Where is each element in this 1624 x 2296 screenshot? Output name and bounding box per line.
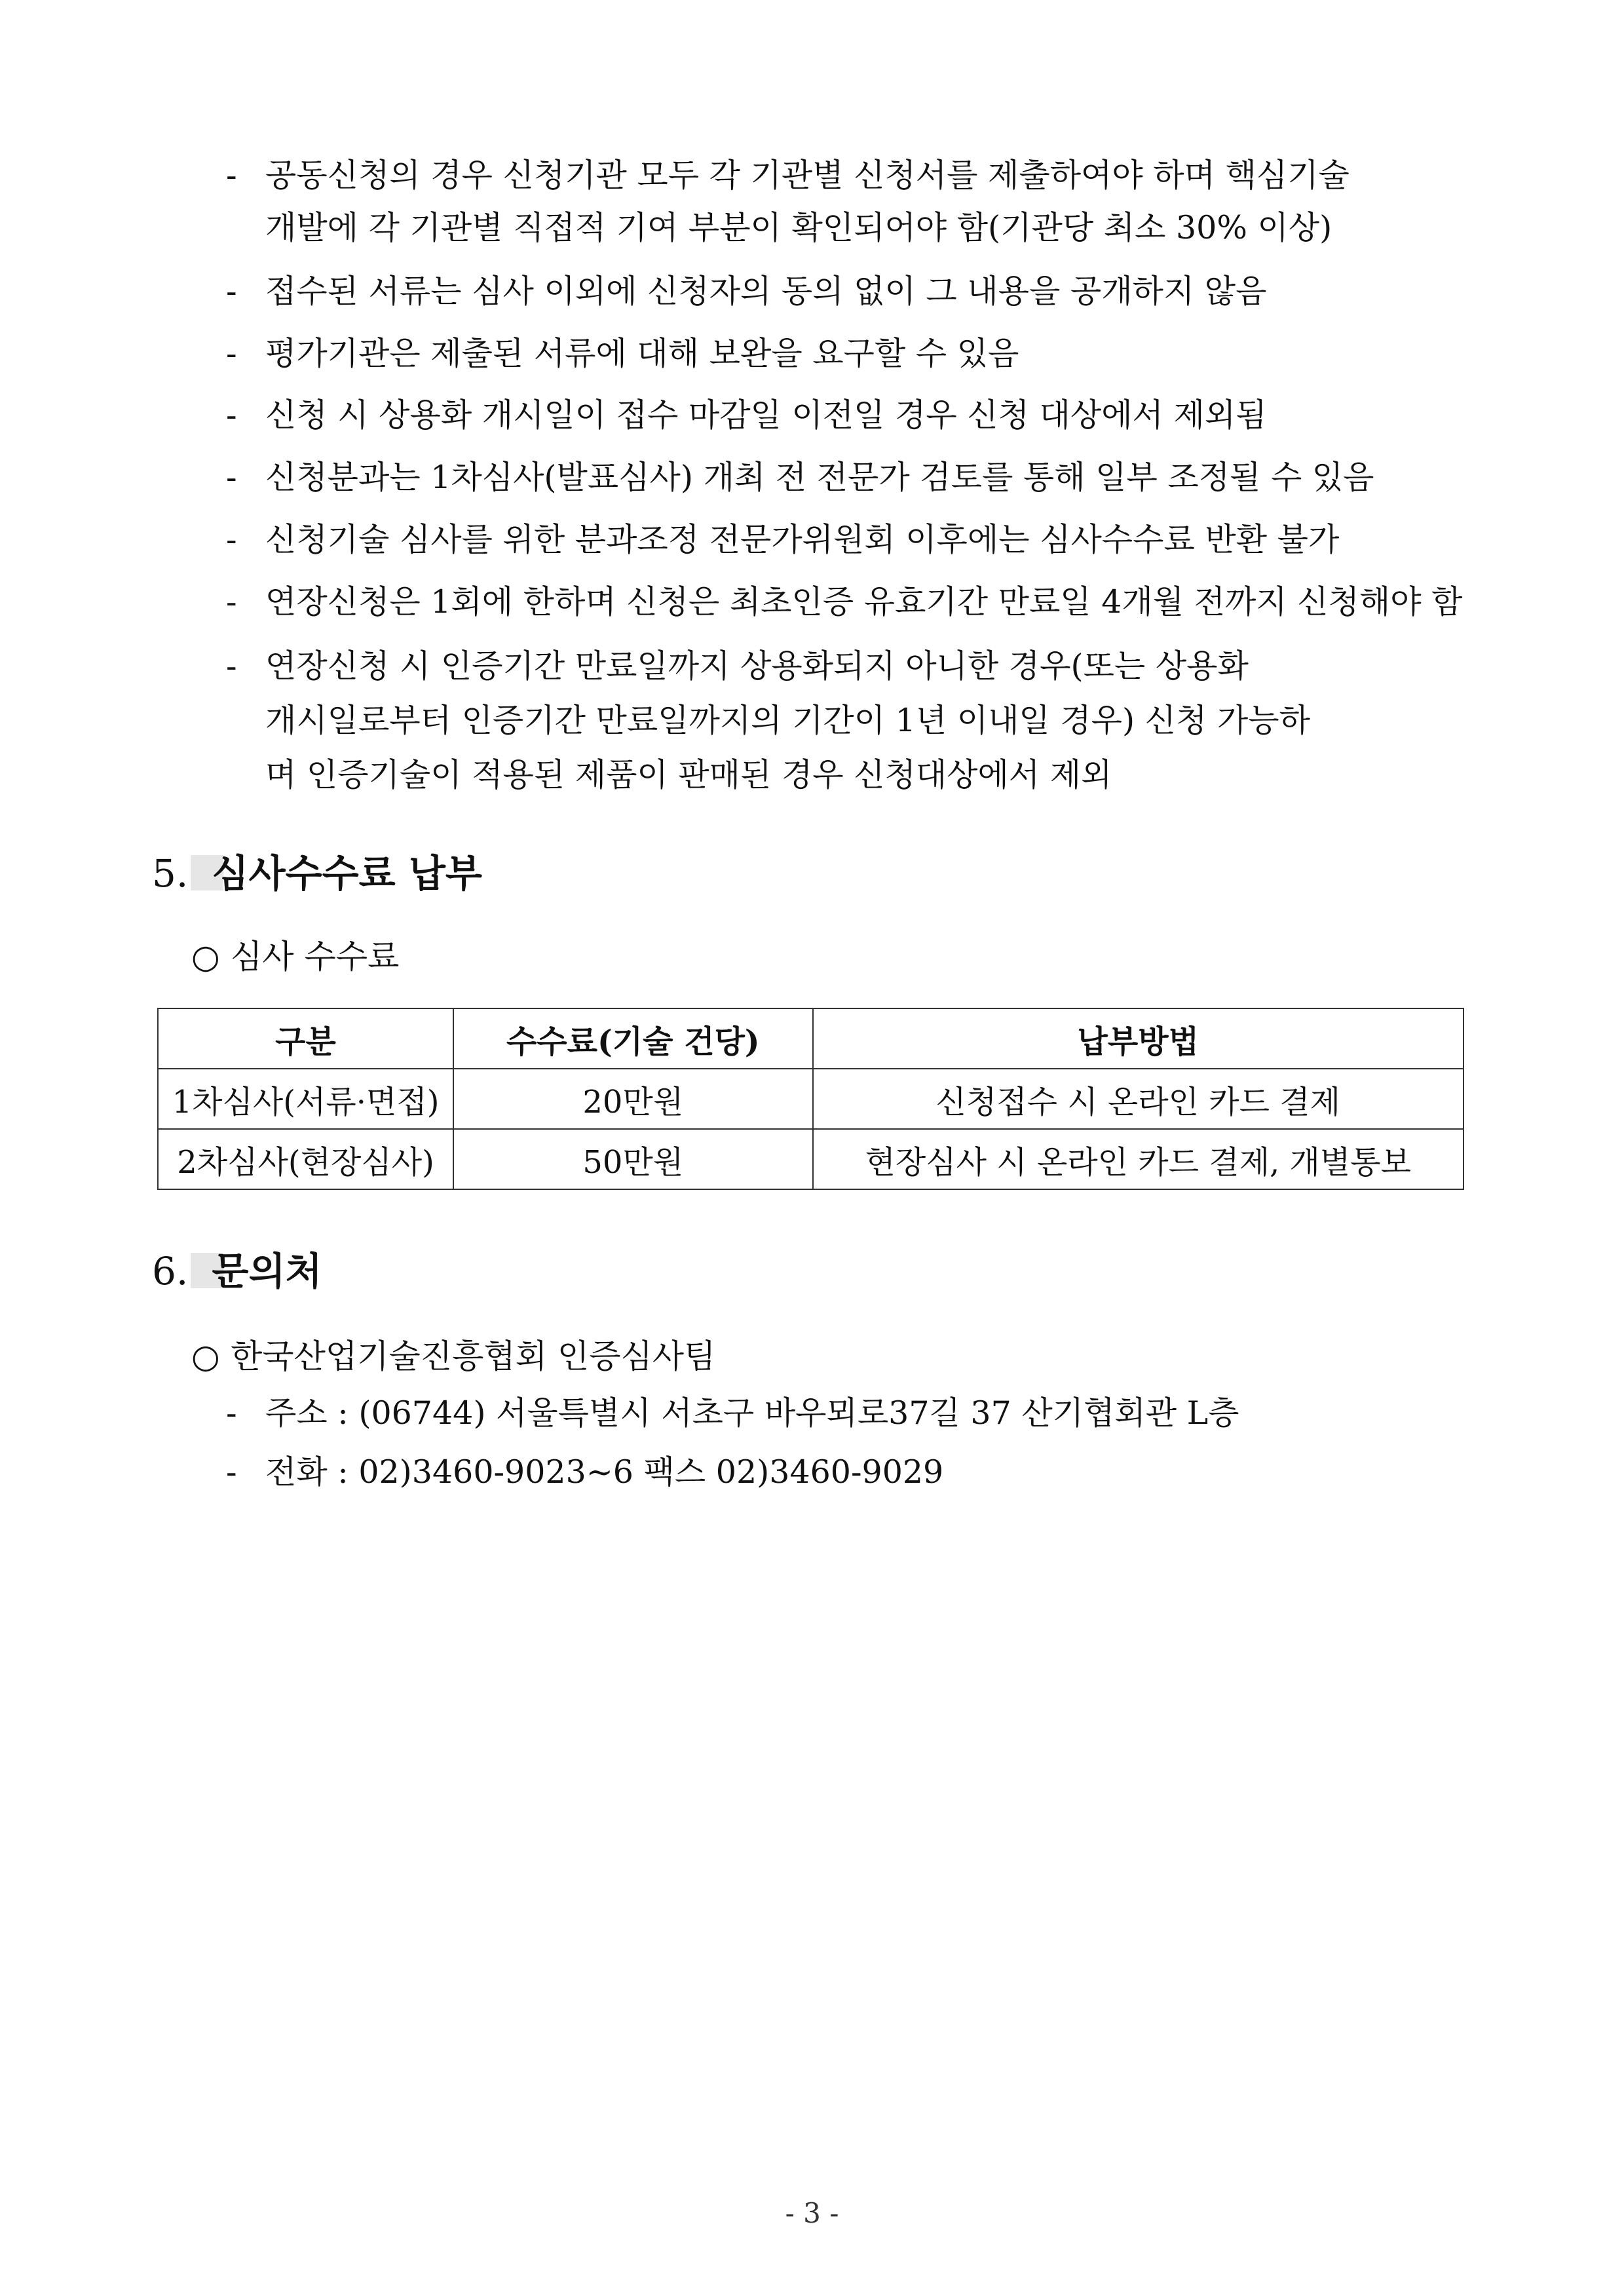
dash-marker: -	[226, 521, 237, 558]
dash-marker: -	[226, 647, 237, 685]
table-row	[158, 1129, 1463, 1189]
fee-table	[157, 1008, 1464, 1190]
table-header-row	[158, 1008, 1463, 1069]
dash-marker: -	[226, 335, 237, 372]
bullet-text: 신청분과는 1차심사(발표심사) 개최 전 전문가 검토를 통해 일부 조정될 수 있음	[265, 459, 1374, 496]
item-contact-organization	[191, 1330, 715, 1383]
dash-marker: -	[226, 1453, 237, 1491]
phone-text: 전화 : 02)3460-9023~6 팩스 02)3460-9029	[265, 1453, 944, 1491]
section-title: 심사수수료 납부	[212, 851, 482, 896]
section-heading-fee-payment	[152, 844, 482, 903]
dash-marker: -	[226, 157, 237, 194]
bullet-continuation: 개시일로부터 인증기간 만료일까지의 기간이 1년 이내일 경우) 신청 가능하	[265, 702, 1310, 739]
bullet-text: 연장신청 시 인증기간 만료일까지 상용화되지 아니한 경우(또는 상용화	[265, 647, 1249, 685]
table-row	[158, 1069, 1463, 1129]
dash-marker: -	[226, 459, 237, 496]
table-cell: 현장심사 시 온라인 카드 결제, 개별통보	[813, 1129, 1463, 1189]
section-title: 문의처	[212, 1249, 322, 1293]
dash-marker: -	[226, 583, 237, 621]
dash-marker: -	[226, 273, 237, 310]
item-text: 한국산업기술진흥협회 인증심사팀	[231, 1337, 716, 1375]
item-text: 심사 수수료	[231, 938, 400, 976]
bullet-text: 공동신청의 경우 신청기관 모두 각 기관별 신청서를 제출하여야 하며 핵심기술	[265, 157, 1350, 194]
column-header-payment-method: 납부방법	[813, 1008, 1463, 1069]
section-number: 5.	[152, 851, 189, 896]
section-number: 6.	[152, 1249, 189, 1293]
bullet-text: 평가기관은 제출된 서류에 대해 보완을 요구할 수 있음	[265, 335, 1019, 372]
address-text: 주소 : (06744) 서울특별시 서초구 바우뫼로37길 37 산기협회관 L층	[265, 1394, 1239, 1432]
section-heading-contact	[152, 1242, 322, 1301]
bullet-text: 접수된 서류는 심사 이외에 신청자의 동의 없이 그 내용을 공개하지 않음	[265, 273, 1267, 310]
bullet-continuation: 며 인증기술이 적용된 제품이 판매된 경우 신청대상에서 제외	[265, 756, 1112, 794]
dash-marker: -	[226, 396, 237, 434]
table-cell: 2차심사(현장심사)	[158, 1129, 453, 1189]
page-number: - 3 -	[785, 2197, 839, 2229]
circle-marker: ○	[191, 938, 220, 976]
table-cell: 50만원	[453, 1129, 812, 1189]
column-header-category: 구분	[158, 1008, 453, 1069]
circle-marker: ○	[191, 1337, 220, 1375]
bullet-text: 신청 시 상용화 개시일이 접수 마감일 이전일 경우 신청 대상에서 제외됨	[265, 396, 1267, 434]
table-cell: 신청접수 시 온라인 카드 결제	[813, 1069, 1463, 1129]
table-cell: 20만원	[453, 1069, 812, 1129]
column-header-fee: 수수료(기술 건당)	[453, 1008, 812, 1069]
dash-marker: -	[226, 1394, 237, 1432]
bullet-continuation: 개발에 각 기관별 직접적 기여 부분이 확인되어야 함(기관당 최소 30% 이상)	[265, 209, 1332, 246]
bullet-text: 연장신청은 1회에 한하며 신청은 최초인증 유효기간 만료일 4개월 전까지 신청해야 함	[265, 583, 1463, 621]
table-cell: 1차심사(서류·면접)	[158, 1069, 453, 1129]
item-review-fee	[191, 930, 399, 983]
bullet-text: 신청기술 심사를 위한 분과조정 전문가위원회 이후에는 심사수수료 반환 불가	[265, 521, 1340, 558]
